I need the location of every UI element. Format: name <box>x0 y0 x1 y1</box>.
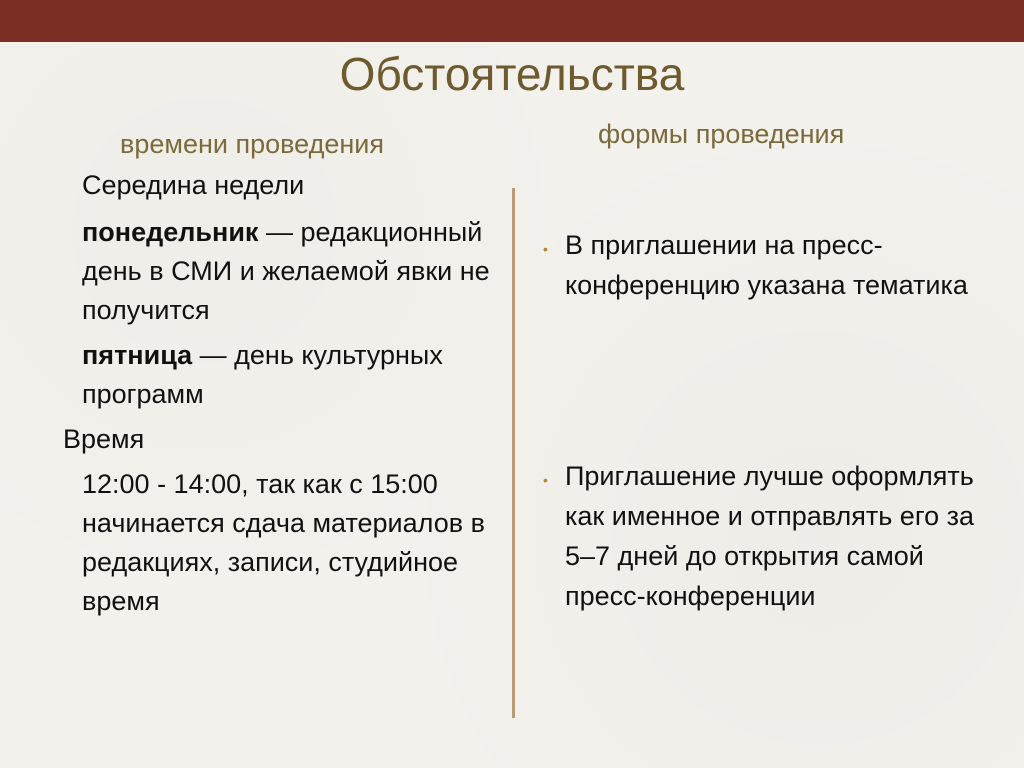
monday-rest: — редакционный день в СМИ и желаемой явки не получится <box>82 217 490 325</box>
left-column-heading: времени проведения <box>120 129 384 159</box>
time-text: 12:00 - 14:00, так как с 15:00 начинается сдача материалов в редакциях, записи, студийное время <box>82 469 485 616</box>
bullet-item-topic <box>543 225 983 305</box>
friday-rest: — день культурных программ <box>82 340 443 409</box>
bullet-text: В приглашении на пресс-конференцию указана тематика <box>565 230 968 300</box>
friday-bold: пятница <box>82 340 193 370</box>
bullet-text: Приглашение лучше оформлять как именное и отправлять его за 5–7 дней до открытия самой пресс-конференции <box>565 461 974 611</box>
friday-paragraph <box>40 336 490 414</box>
column-divider <box>512 188 515 718</box>
bullet-icon: • <box>543 472 548 488</box>
right-column-heading: формы проведения <box>598 119 845 149</box>
monday-paragraph <box>40 213 490 330</box>
bullet-item-invitation <box>543 456 983 616</box>
time-label: Время <box>63 424 145 454</box>
midweek-text: Середина недели <box>82 170 305 200</box>
bullet-icon: • <box>543 241 548 257</box>
monday-bold: понедельник <box>82 217 259 247</box>
top-bar <box>0 0 1024 42</box>
slide-title: Обстоятельства <box>339 48 685 100</box>
left-column <box>40 166 490 621</box>
